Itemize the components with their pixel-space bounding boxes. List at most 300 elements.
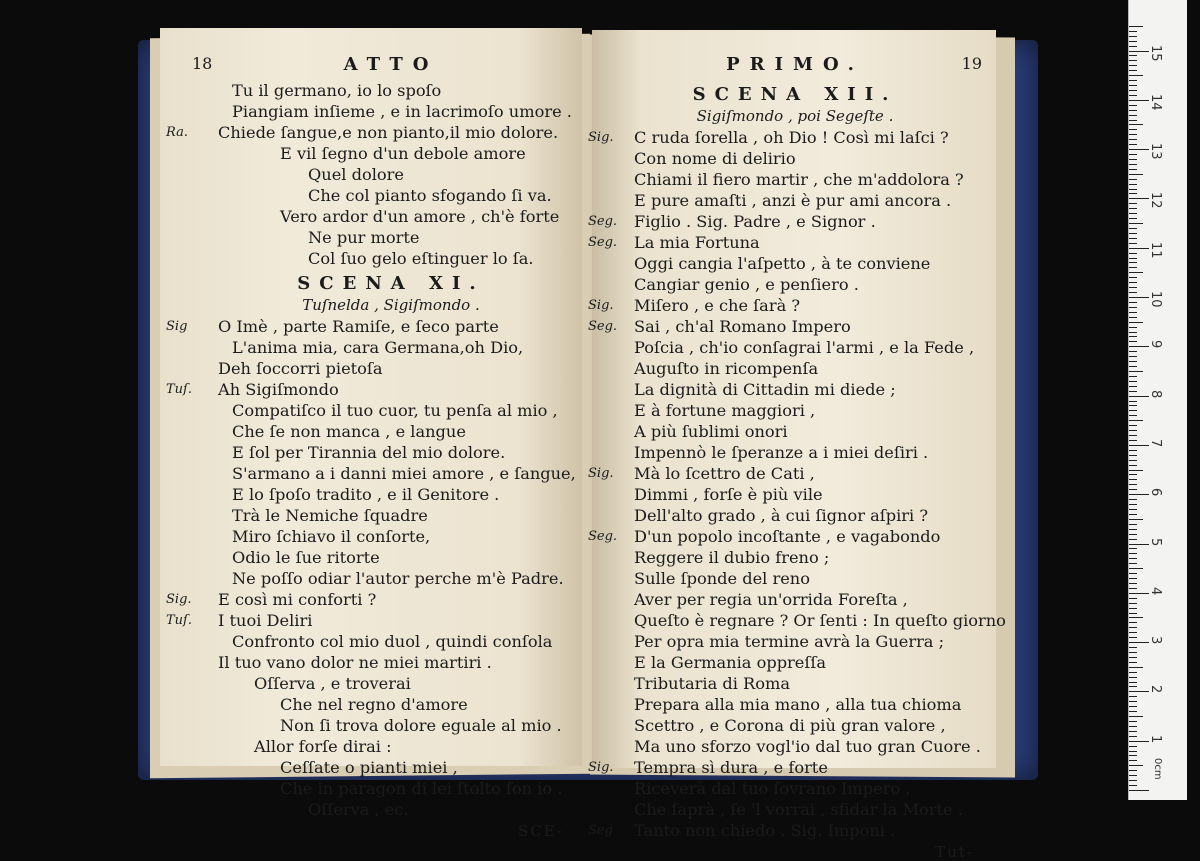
ruler-tick: [1129, 124, 1143, 125]
speaker-label: Tuſ.: [166, 613, 192, 628]
verse-line: [218, 505, 564, 526]
verse-text: Ah Sigiſmondo: [218, 380, 339, 399]
verse-text: D'un popolo incoſtante , e vagabondo: [634, 527, 941, 546]
ruler-tick: [1129, 51, 1149, 52]
verse-line: [218, 400, 564, 421]
verse-line: [616, 610, 1006, 631]
ruler-tick: [1129, 696, 1137, 697]
ruler-tick: [1129, 262, 1137, 263]
ruler-tick: [1129, 622, 1137, 623]
ruler-tick: [1129, 371, 1143, 372]
verse-text: Non ſi trova dolore eguale al mio .: [280, 716, 562, 735]
ruler-tick: [1129, 731, 1137, 732]
ruler-tick: [1129, 233, 1137, 234]
speaker-label: Seg.: [588, 319, 618, 334]
verse-line: [218, 526, 564, 547]
ruler-tick: [1129, 529, 1137, 530]
ruler-tick: [1129, 267, 1137, 268]
verse-text: Tu il germano, io lo spoſo: [232, 81, 442, 100]
ruler-number: 15: [1148, 44, 1163, 62]
right-verse-block: [588, 127, 1006, 841]
verse-line: [218, 673, 564, 694]
ruler-tick: [1129, 509, 1137, 510]
ruler-tick: [1129, 583, 1137, 584]
verse-text: C ruda ſorella , oh Dio ! Così mi laſci ?: [634, 128, 949, 147]
verse-line: [616, 778, 974, 799]
verse-text: Scettro , e Corona di più gran valore ,: [634, 716, 946, 735]
verse-line: [218, 337, 564, 358]
verse-line: [616, 421, 974, 442]
verse-line: [166, 610, 564, 631]
verse-line: [588, 232, 974, 253]
left-scene-title: SCENA XI.: [297, 273, 485, 294]
ruler-tick: [1129, 499, 1137, 500]
ruler-tick: [1129, 494, 1149, 495]
verse-text: Con nome di delirio: [634, 149, 796, 168]
verse-text: E così mi conforti ?: [218, 590, 377, 609]
ruler-tick: [1129, 420, 1143, 421]
right-catchword: Tut-: [935, 843, 974, 861]
speaker-label: Tuſ.: [166, 382, 192, 397]
ruler-tick: [1129, 55, 1137, 56]
ruler-tick: [1129, 770, 1137, 771]
verse-text: O Imè , parte Ramiſe, e ſeco parte: [218, 317, 499, 336]
verse-line: [218, 715, 564, 736]
ruler-tick: [1129, 598, 1137, 599]
ruler-tick: [1129, 677, 1137, 678]
measuring-ruler: [1128, 0, 1187, 800]
verse-line: [588, 211, 974, 232]
ruler-tick: [1129, 519, 1143, 520]
ruler-tick: [1129, 223, 1143, 224]
verse-line: [588, 127, 974, 148]
ruler-tick: [1129, 243, 1137, 244]
ruler-tick: [1129, 272, 1143, 273]
verse-text: Sulle ſponde del reno: [634, 569, 810, 588]
ruler-tick: [1129, 258, 1137, 259]
ruler-tick: [1129, 297, 1149, 298]
verse-text: Mà lo ſcettro de Cati ,: [634, 464, 815, 483]
verse-line: [588, 820, 974, 841]
verse-text: Oſſerva , e troverai: [254, 674, 411, 693]
ruler-number: 11: [1148, 241, 1163, 259]
verse-text: Confronto col mio duol , quindi conſola: [232, 632, 553, 651]
verse-line: [218, 164, 564, 185]
ruler-tick: [1129, 31, 1137, 32]
verse-text: E ſol per Tirannia del mio dolore.: [232, 443, 506, 462]
ruler-tick: [1129, 780, 1137, 781]
ruler-tick: [1129, 751, 1137, 752]
left-verse-block-bottom: [166, 316, 576, 820]
ruler-tick: [1129, 524, 1137, 525]
verse-line: [218, 358, 564, 379]
verse-line: [616, 169, 974, 190]
verse-text: Cangiar genio , e penſiero .: [634, 275, 859, 294]
verse-line: [218, 206, 564, 227]
ruler-number: 12: [1148, 192, 1163, 209]
ruler-tick: [1129, 179, 1137, 180]
verse-line: [588, 316, 974, 337]
verse-line: [616, 715, 974, 736]
verse-line: [218, 463, 576, 484]
ruler-tick: [1129, 716, 1143, 717]
verse-line: [616, 337, 974, 358]
left-page-number: 18: [192, 54, 213, 73]
verse-line: [616, 274, 974, 295]
ruler-tick: [1129, 376, 1137, 377]
ruler-number: 3: [1148, 636, 1163, 645]
ruler-tick: [1129, 514, 1137, 515]
verse-line: [218, 442, 564, 463]
ruler-tick: [1129, 548, 1137, 549]
ruler-tick: [1129, 238, 1137, 239]
ruler-tick: [1129, 356, 1137, 357]
ruler-tick: [1129, 154, 1137, 155]
ruler-tick: [1129, 120, 1137, 121]
ruler-tick: [1129, 682, 1137, 683]
ruler-tick: [1129, 504, 1137, 505]
ruler-tick: [1129, 149, 1149, 150]
speaker-label: Seg.: [588, 214, 618, 229]
verse-text: Prepara alla mia mano , alla tua chioma: [634, 695, 962, 714]
verse-text: Chiami il fiero martir , che m'addolora ?: [634, 170, 964, 189]
speaker-label: Sig.: [588, 466, 614, 481]
ruler-tick: [1129, 667, 1143, 668]
verse-line: [616, 379, 974, 400]
ruler-tick: [1129, 775, 1137, 776]
ruler-tick: [1129, 470, 1143, 471]
verse-text: Quel dolore: [308, 165, 404, 184]
ruler-tick: [1129, 253, 1137, 254]
verse-text: Vero ardor d'un amore , ch'è forte: [280, 207, 560, 226]
ruler-tick: [1129, 159, 1137, 160]
ruler-tick: [1129, 198, 1149, 199]
ruler-tick: [1129, 317, 1137, 318]
verse-line: [588, 757, 974, 778]
ruler-tick: [1129, 662, 1137, 663]
ruler-tick: [1129, 410, 1137, 411]
ruler-tick: [1129, 474, 1137, 475]
verse-text: Compatiſco il tuo cuor, tu penſa al mio ,: [232, 401, 558, 420]
ruler-tick: [1129, 573, 1137, 574]
verse-text: La dignità di Cittadin mi diede ;: [634, 380, 896, 399]
ruler-tick: [1129, 361, 1137, 362]
verse-text: L'anima mia, cara Germana,oh Dio,: [232, 338, 524, 357]
verse-line: [616, 484, 974, 505]
ruler-number: 1: [1148, 734, 1163, 743]
right-running-head: PRIMO.: [726, 54, 864, 75]
verse-line: [616, 736, 981, 757]
ruler-tick: [1129, 415, 1137, 416]
verse-text: S'armano a i danni miei amore , e ſangue,: [232, 464, 576, 483]
ruler-tick: [1129, 450, 1137, 451]
ruler-tick: [1129, 386, 1137, 387]
verse-text: Impennò le ſperanze a i miei deſiri .: [634, 443, 929, 462]
verse-text: Ne pur morte: [308, 228, 420, 247]
left-scene-persons: Tuſnelda , Sigiſmondo .: [302, 296, 480, 314]
verse-line: [166, 316, 564, 337]
ruler-tick: [1129, 332, 1137, 333]
verse-line: [218, 757, 564, 778]
verse-text: Che in paragon di lei ſtolto ſon io .: [280, 779, 563, 798]
verse-text: Ceſſate o pianti miei ,: [280, 758, 458, 777]
ruler-tick: [1129, 706, 1137, 707]
verse-text: Che nel regno d'amore: [280, 695, 468, 714]
ruler-tick: [1129, 489, 1137, 490]
ruler-tick: [1129, 568, 1143, 569]
ruler-tick: [1129, 544, 1149, 545]
ruler-tick: [1129, 110, 1137, 111]
verse-text: Chiede ſangue,e non pianto,il mio dolore.: [218, 123, 559, 142]
ruler-tick: [1129, 484, 1137, 485]
verse-line: [218, 778, 564, 799]
ruler-tick: [1129, 455, 1137, 456]
verse-text: Ne poſſo odiar l'autor perche m'è Padre.: [232, 569, 564, 588]
verse-line: [616, 505, 974, 526]
ruler-tick: [1129, 105, 1137, 106]
ruler-tick: [1129, 617, 1143, 618]
verse-line: [218, 631, 564, 652]
ruler-tick: [1129, 637, 1137, 638]
verse-line: [218, 227, 564, 248]
verse-line: [616, 148, 974, 169]
ruler-tick: [1129, 46, 1137, 47]
verse-line: [588, 526, 974, 547]
ruler-tick: [1129, 627, 1137, 628]
ruler-tick: [1129, 115, 1137, 116]
verse-text: E à fortune maggiori ,: [634, 401, 816, 420]
ruler-tick: [1129, 686, 1137, 687]
ruler-tick: [1129, 65, 1137, 66]
verse-text: A più ſublimi onori: [634, 422, 788, 441]
right-scene-title: SCENA XII.: [692, 84, 898, 105]
ruler-tick: [1129, 100, 1149, 101]
verse-text: Che col pianto sfogando ſi va.: [308, 186, 552, 205]
ruler-tick: [1129, 322, 1143, 323]
verse-line: [616, 253, 974, 274]
ruler-tick: [1129, 396, 1149, 397]
verse-line: [616, 190, 974, 211]
verse-line: [166, 589, 564, 610]
ruler-tick: [1129, 445, 1149, 446]
verse-line: [218, 736, 564, 757]
verse-text: La mia Fortuna: [634, 233, 760, 252]
verse-text: E vil ſegno d'un debole amore: [280, 144, 526, 163]
verse-text: Dimmi , forſe è più vile: [634, 485, 823, 504]
ruler-tick: [1129, 642, 1149, 643]
verse-line: [616, 589, 974, 610]
ruler-tick: [1129, 405, 1137, 406]
verse-line: [218, 248, 564, 269]
verse-line: [616, 547, 974, 568]
ruler-tick: [1129, 287, 1137, 288]
verse-text: Sai , ch'al Romano Impero: [634, 317, 851, 336]
verse-line: [616, 694, 974, 715]
ruler-tick: [1129, 144, 1137, 145]
verse-text: E pure amaſti , anzi è pur ami ancora .: [634, 191, 952, 210]
ruler-tick: [1129, 346, 1149, 347]
ruler-tick: [1129, 277, 1137, 278]
left-running-head: ATTO: [343, 54, 439, 75]
ruler-number: 10: [1148, 291, 1163, 308]
ruler-tick: [1129, 430, 1137, 431]
ruler-tick: [1129, 465, 1137, 466]
ruler-tick: [1129, 174, 1143, 175]
left-verse-block-top: [166, 80, 572, 269]
ruler-number: 8: [1148, 389, 1163, 398]
ruler-tick: [1129, 460, 1137, 461]
ruler-tick: [1129, 327, 1137, 328]
speaker-label: Sig: [166, 319, 188, 334]
ruler-tick: [1129, 479, 1137, 480]
verse-line: [616, 400, 974, 421]
verse-text: Miſero , e che ſarà ?: [634, 296, 801, 315]
ruler-tick: [1129, 381, 1137, 382]
ruler-tick: [1129, 208, 1137, 209]
speaker-label: Ra.: [166, 125, 188, 140]
ruler-tick: [1129, 691, 1149, 692]
ruler-number: 13: [1148, 143, 1163, 160]
verse-line: [218, 484, 564, 505]
ruler-number: 5: [1148, 537, 1163, 546]
ruler-tick: [1129, 169, 1137, 170]
ruler-tick: [1129, 736, 1137, 737]
verse-line: [588, 463, 974, 484]
verse-text: Aver per regia un'orrida Foreſta ,: [634, 590, 908, 609]
verse-line: [616, 358, 974, 379]
verse-text: Deh ſoccorri pietoſa: [218, 359, 383, 378]
ruler-tick: [1129, 36, 1137, 37]
verse-line: [218, 80, 564, 101]
verse-text: Il tuo vano dolor ne miei martiri .: [218, 653, 492, 672]
verse-line: [218, 568, 564, 589]
verse-line: [166, 122, 564, 143]
verse-text: Oggi cangia l'aſpetto , à te conviene: [634, 254, 931, 273]
verse-text: Oſſerva , ec.: [308, 800, 409, 819]
ruler-tick: [1129, 228, 1137, 229]
ruler-tick: [1129, 760, 1137, 761]
ruler-tick: [1129, 248, 1149, 249]
ruler-tick: [1129, 578, 1137, 579]
ruler-tick: [1129, 647, 1137, 648]
ruler-tick: [1129, 701, 1137, 702]
ruler-tick: [1129, 366, 1137, 367]
verse-text: Per opra mia termine avrà la Guerra ;: [634, 632, 945, 651]
right-page-header: [616, 54, 982, 80]
ruler-tick: [1129, 765, 1143, 766]
ruler-tick: [1129, 563, 1137, 564]
ruler-tick: [1129, 60, 1137, 61]
ruler-number: 6: [1148, 488, 1163, 497]
speaker-label: Sig.: [166, 592, 192, 607]
right-scene-persons: Sigiſmondo , poi Segeſte .: [696, 107, 894, 125]
speaker-label: Seg: [588, 823, 613, 838]
verse-text: Trà le Nemiche ſquadre: [232, 506, 428, 525]
speaker-label: Seg.: [588, 235, 618, 250]
verse-text: Riceverà dal tuo ſovrano Impero ,: [634, 779, 911, 798]
verse-text: Allor forſe dirai :: [254, 737, 392, 756]
ruler-unit-label: 0cm: [1152, 758, 1163, 780]
ruler-tick: [1129, 672, 1137, 673]
ruler-tick: [1129, 139, 1137, 140]
verse-line: [616, 652, 974, 673]
ruler-tick: [1129, 711, 1137, 712]
ruler-number: 14: [1148, 93, 1163, 111]
left-page: [160, 28, 582, 840]
verse-line: [218, 652, 564, 673]
ruler-tick: [1129, 336, 1137, 337]
ruler-tick: [1129, 80, 1137, 81]
right-page-number: 19: [961, 54, 982, 73]
ruler-tick: [1129, 307, 1137, 308]
left-catchword: SCE-: [517, 822, 564, 840]
ruler-tick: [1129, 657, 1137, 658]
ruler-tick: [1129, 292, 1137, 293]
speaker-label: Sig.: [588, 760, 614, 775]
ruler-tick: [1129, 41, 1137, 42]
ruler-tick: [1129, 652, 1137, 653]
ruler-tick: [1129, 593, 1149, 594]
verse-text: E lo ſpoſo tradito , e il Genitore .: [232, 485, 500, 504]
verse-line: [218, 799, 564, 820]
ruler-tick: [1129, 790, 1149, 791]
verse-text: Odio le ſue ritorte: [232, 548, 380, 567]
ruler-tick: [1129, 95, 1137, 96]
verse-text: Tributaria di Roma: [634, 674, 790, 693]
ruler-tick: [1129, 613, 1137, 614]
ruler-tick: [1129, 90, 1137, 91]
ruler-number: 4: [1148, 586, 1163, 596]
verse-text: Miro ſchiavo il conſorte,: [232, 527, 431, 546]
ruler-tick: [1129, 721, 1137, 722]
ruler-tick: [1129, 632, 1137, 633]
ruler-tick: [1129, 553, 1137, 554]
ruler-tick: [1129, 440, 1137, 441]
ruler-tick: [1129, 193, 1137, 194]
ruler-number: 7: [1148, 438, 1163, 448]
ruler-tick: [1129, 425, 1137, 426]
speaker-label: Sig.: [588, 130, 614, 145]
ruler-tick: [1129, 189, 1137, 190]
verse-text: Figlio . Sig. Padre , e Signor .: [634, 212, 876, 231]
ruler-tick: [1129, 391, 1137, 392]
verse-text: Poſcia , ch'io conſagrai l'armi , e la Fede ,: [634, 338, 975, 357]
verse-line: [616, 799, 974, 820]
verse-text: Tempra sì dura , e forte: [634, 758, 828, 777]
ruler-tick: [1129, 70, 1137, 71]
verse-text: Che ſe non manca , e langue: [232, 422, 466, 441]
ruler-tick: [1129, 558, 1137, 559]
ruler-tick: [1129, 312, 1137, 313]
verse-text: I tuoi Deliri: [218, 611, 313, 630]
ruler-tick: [1129, 302, 1137, 303]
verse-text: Ma uno sforzo vogl'io dal tuo gran Cuore .: [634, 737, 981, 756]
ruler-tick: [1129, 85, 1137, 86]
ruler-tick: [1129, 435, 1137, 436]
ruler-tick: [1129, 213, 1137, 214]
verse-line: [616, 442, 974, 463]
verse-line: [218, 185, 564, 206]
verse-line: [166, 379, 564, 400]
ruler-tick: [1129, 218, 1137, 219]
verse-line: [616, 568, 974, 589]
ruler-tick: [1129, 741, 1149, 742]
ruler-number: 2: [1148, 685, 1163, 694]
verse-text: Col ſuo gelo eſtinguer lo ſa.: [308, 249, 534, 268]
ruler-tick: [1129, 184, 1137, 185]
ruler-tick: [1129, 401, 1137, 402]
ruler-tick: [1129, 726, 1137, 727]
